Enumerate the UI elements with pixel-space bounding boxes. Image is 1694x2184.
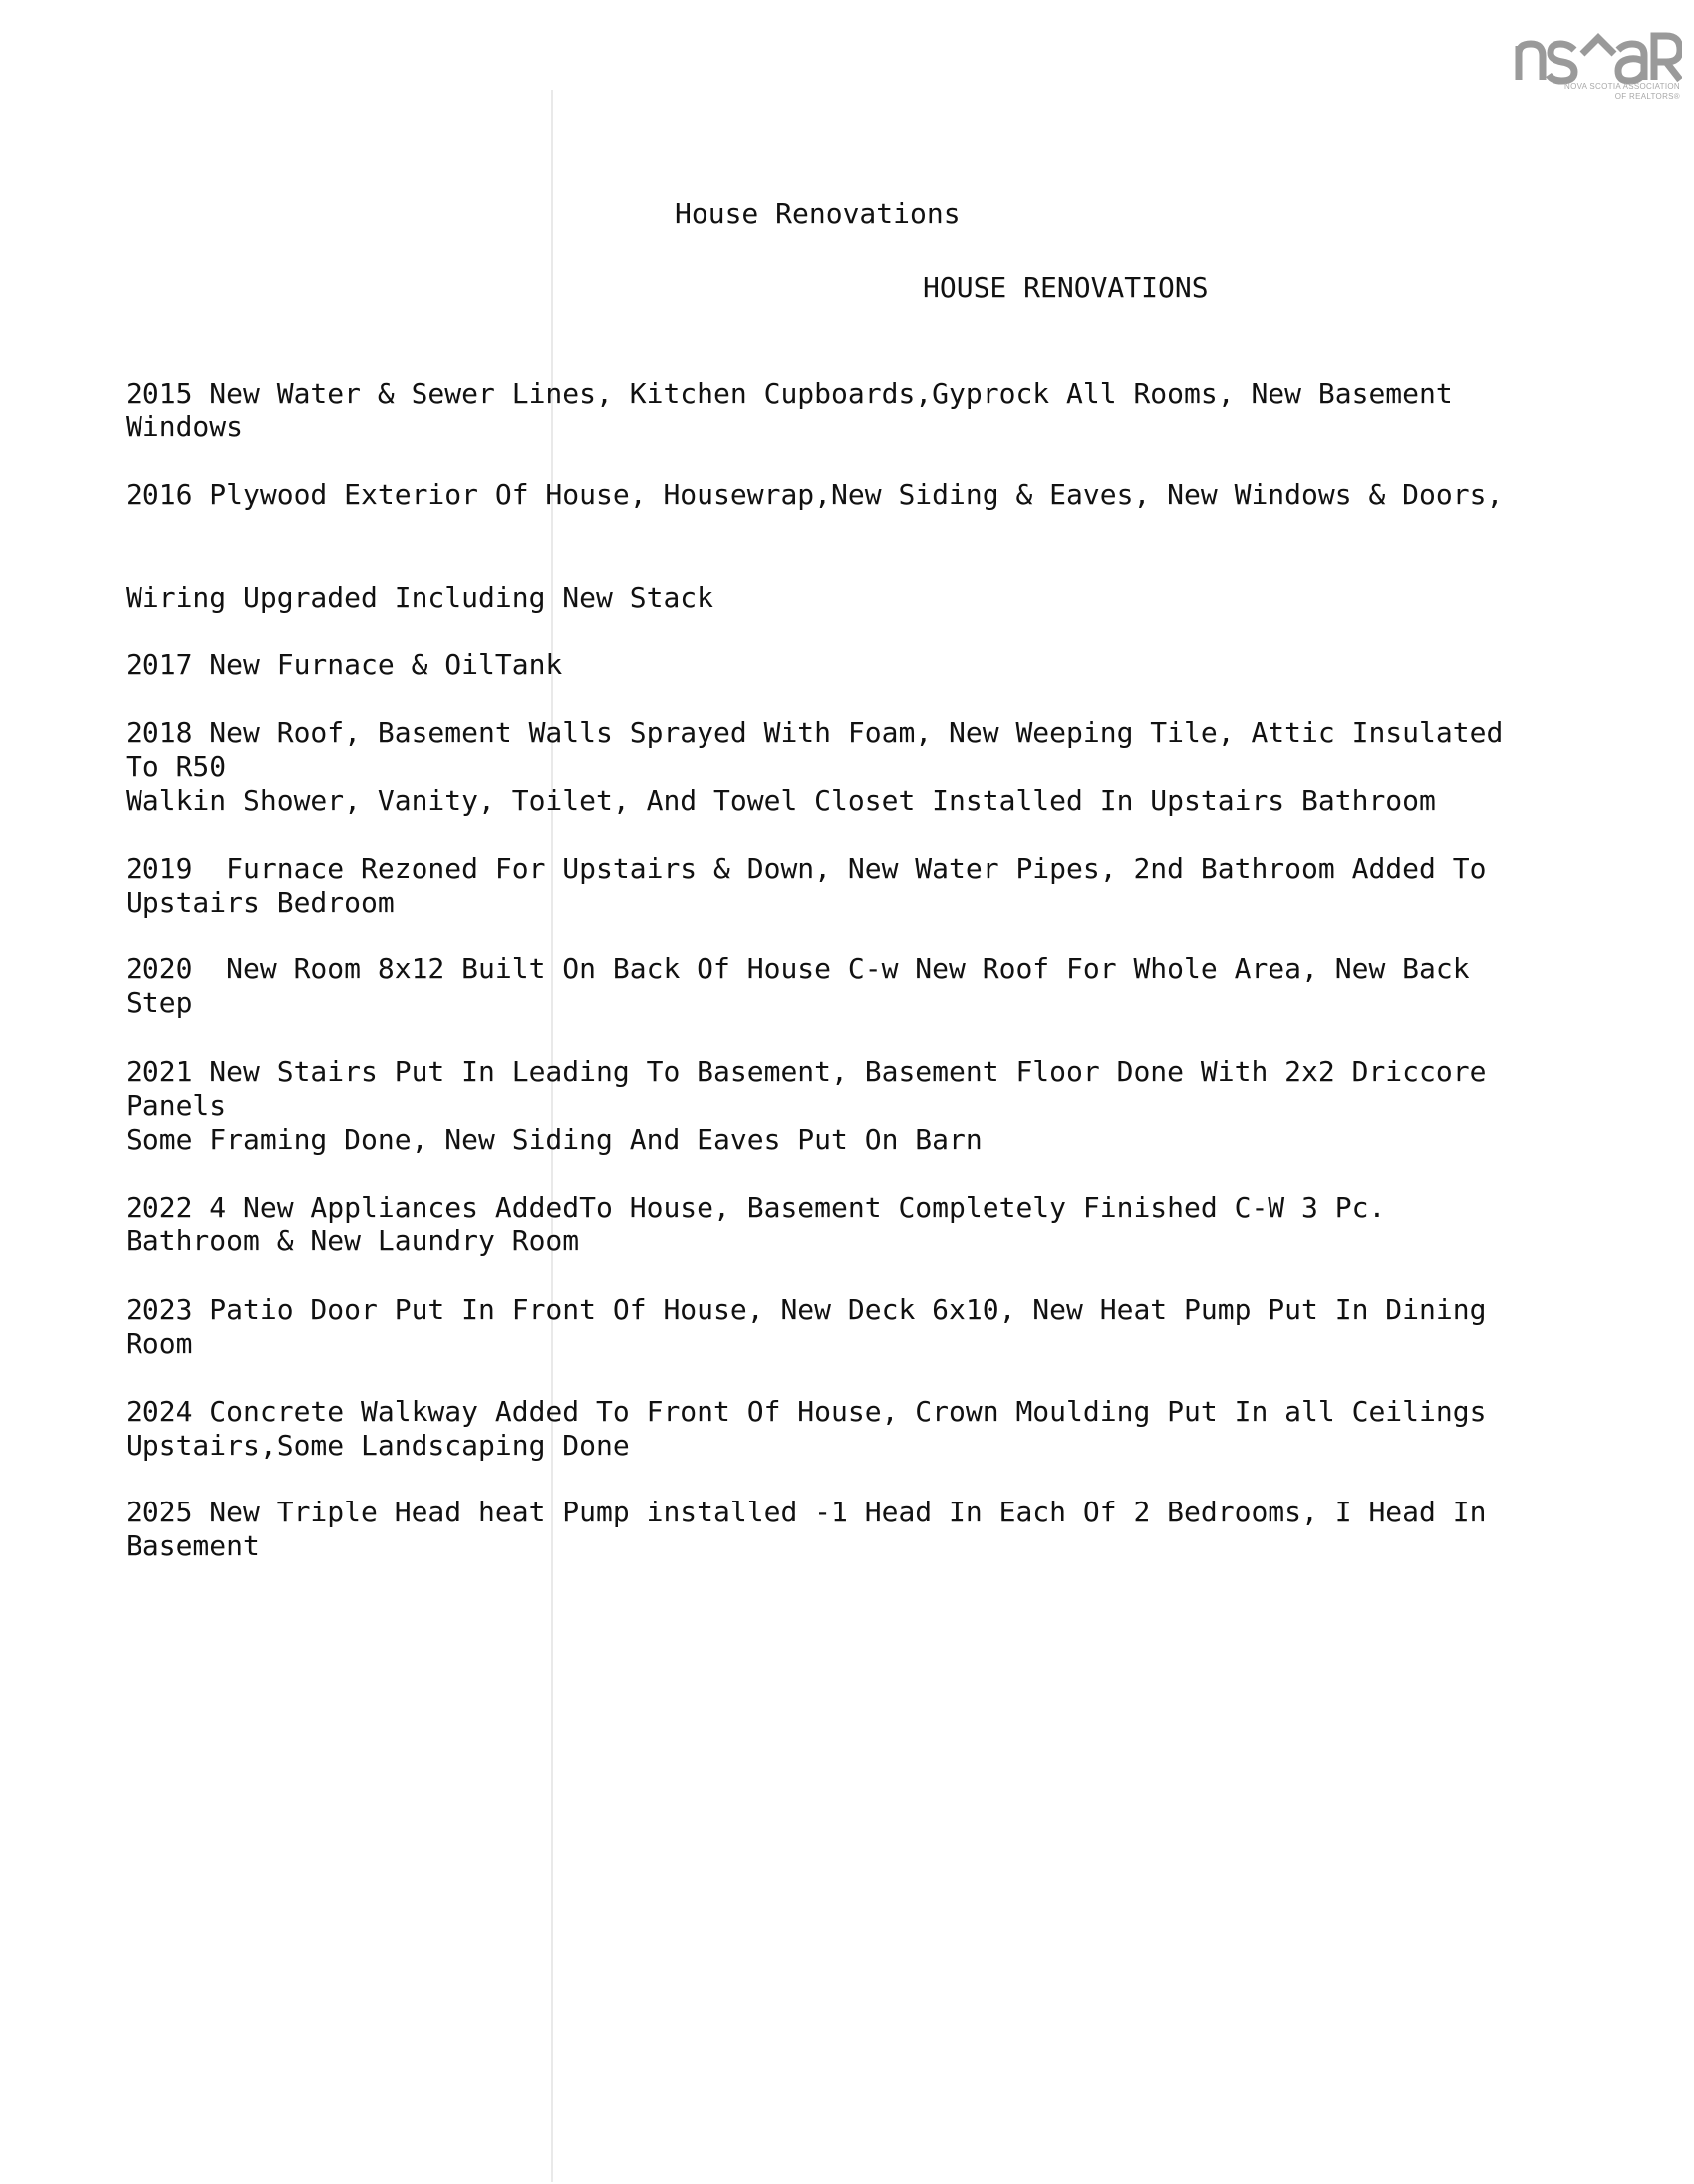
renovation-entry	[126, 1496, 1541, 1563]
renovation-entry-line: Walkin Shower, Vanity, Toilet, And Towel Closet Installed In Upstairs Bathroom	[126, 784, 1436, 817]
renovation-entry	[126, 478, 1541, 512]
renovation-entry	[126, 716, 1541, 818]
renovation-entry-line: Some Framing Done, New Siding And Eaves Put On Barn	[126, 1123, 983, 1156]
renovation-entry	[126, 953, 1541, 1020]
page-title: House Renovations	[675, 197, 961, 230]
renovation-entry-line: 2024 Concrete Walkway Added To Front Of House, Crown Moulding Put In all Ceilings	[126, 1395, 1487, 1428]
nsar-logo-mark	[1515, 24, 1682, 86]
nsar-logo	[1515, 24, 1682, 120]
renovation-entry-line: 2022 4 New Appliances AddedTo House, Basement Completely Finished C-W 3 Pc.	[126, 1191, 1386, 1224]
renovation-entry-line: Room	[126, 1327, 193, 1360]
renovation-entry-line: 2021 New Stairs Put In Leading To Basement, Basement Floor Done With 2x2 Driccore	[126, 1055, 1487, 1088]
renovation-entry	[126, 1191, 1541, 1258]
renovation-entry	[126, 581, 1541, 615]
renovation-entry	[126, 852, 1541, 920]
logo-org-line-2: OF REALTORS®	[1614, 92, 1680, 101]
renovation-entry-line: 2016 Plywood Exterior Of House, Housewrap,New Siding & Eaves, New Windows & Doors,	[126, 478, 1504, 511]
renovation-list	[126, 377, 1541, 1563]
renovation-entry-line: Bathroom & New Laundry Room	[126, 1225, 580, 1257]
renovation-entry-line: Windows	[126, 410, 244, 443]
renovation-entry-line: 2018 New Roof, Basement Walls Sprayed With Foam, New Weeping Tile, Attic Insulated	[126, 716, 1504, 749]
renovation-entry-line: 2025 New Triple Head heat Pump installed -1 Head In Each Of 2 Bedrooms, I Head In	[126, 1496, 1487, 1528]
logo-org-line-1: NOVA SCOTIA ASSOCIATION	[1564, 82, 1680, 91]
renovation-entry	[126, 377, 1541, 444]
nsar-logo-subtitle	[1564, 82, 1680, 102]
renovation-entry-line: Wiring Upgraded Including New Stack	[126, 581, 714, 614]
renovation-entry-line: Upstairs Bedroom	[126, 886, 395, 919]
renovation-entry-line: Upstairs,Some Landscaping Done	[126, 1429, 630, 1462]
renovation-entry-line: 2017 New Furnace & OilTank	[126, 648, 563, 681]
renovation-entry-line: 2023 Patio Door Put In Front Of House, New Deck 6x10, New Heat Pump Put In Dining	[126, 1293, 1487, 1326]
renovation-entry	[126, 1293, 1541, 1361]
renovation-entry-line: Basement	[126, 1529, 260, 1562]
renovation-entry	[126, 1055, 1541, 1157]
renovation-entry-line: 2015 New Water & Sewer Lines, Kitchen Cupboards,Gyprock All Rooms, New Basement	[126, 377, 1453, 410]
renovation-entry	[126, 1395, 1541, 1463]
renovation-entry-line: Panels	[126, 1089, 227, 1122]
renovation-entry-line: Step	[126, 986, 193, 1019]
renovation-entry-line: To R50	[126, 750, 227, 783]
renovation-entry	[126, 648, 1541, 682]
renovation-entry-line: 2020 New Room 8x12 Built On Back Of House C-w New Roof For Whole Area, New Back	[126, 953, 1470, 985]
renovation-entry-line: 2019 Furnace Rezoned For Upstairs & Down, New Water Pipes, 2nd Bathroom Added To	[126, 852, 1487, 885]
page-subtitle: HOUSE RENOVATIONS	[923, 271, 1209, 304]
